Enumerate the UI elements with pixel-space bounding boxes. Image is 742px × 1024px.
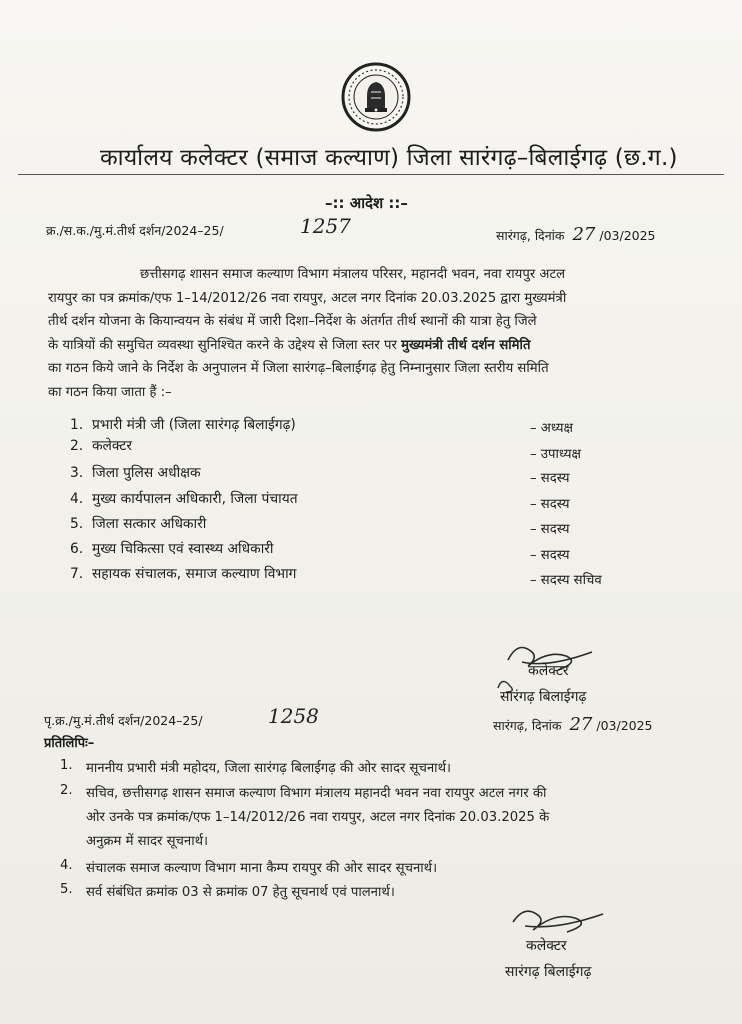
copy-item-number: 2. bbox=[60, 783, 73, 798]
paragraph-line: का गठन किये जाने के निर्देश के अनुपालन में जिला सारंगढ़–बिलाईगढ़ हेतु निम्नानुसार जिला स्तरीय समिति bbox=[48, 361, 549, 376]
signature-2-designation: कलेक्टर bbox=[526, 938, 567, 954]
member-name: सहायक संचालक, समाज कल्याण विभाग bbox=[91, 566, 297, 582]
date-day-handwritten: 27 bbox=[572, 224, 596, 245]
item-number: 1. bbox=[70, 417, 84, 433]
paragraph-line: छत्तीसगढ़ शासन समाज कल्याण विभाग मंत्रालय परिसर, महानदी भवन, नवा रायपुर अटल bbox=[140, 267, 566, 282]
committee-role-7: – सदस्य सचिव bbox=[530, 573, 602, 588]
committee-item-7 bbox=[70, 564, 296, 583]
copy-item-number: 5. bbox=[60, 882, 73, 897]
order-heading: –:: आदेश ::– bbox=[325, 194, 408, 212]
office-title: कार्यालय कलेक्टर (समाज कल्याण) जिला सारंगढ़–बिलाईगढ़ (छ.ग.) bbox=[100, 145, 678, 171]
committee-role-2: – उपाध्यक्ष bbox=[530, 447, 581, 462]
date-rest: /03/2025 bbox=[599, 228, 656, 243]
committee-item-3 bbox=[70, 463, 201, 482]
committee-item-4 bbox=[70, 489, 298, 508]
copy-item-number: 4. bbox=[60, 858, 73, 873]
reference-2-handwritten-number: 1258 bbox=[268, 704, 319, 728]
copy-item-line: ओर उनके पत्र क्रमांक/एफ 1–14/2012/26 नवा रायपुर, अटल नगर दिनांक 20.03.2025 के bbox=[86, 810, 550, 825]
committee-role-4: – सदस्य bbox=[530, 497, 570, 512]
state-emblem-icon bbox=[341, 62, 411, 132]
committee-role-6: – सदस्य bbox=[530, 548, 570, 563]
paragraph-line: रायपुर का पत्र क्रमांक/एफ 1–14/2012/26 नवा रायपुर, अटल नगर दिनांक 20.03.2025 द्वारा मुख्यमंत्री bbox=[48, 290, 567, 306]
member-name: जिला पुलिस अधीक्षक bbox=[91, 465, 201, 481]
reference-1-handwritten-number: 1257 bbox=[300, 214, 351, 238]
committee-item-2 bbox=[70, 436, 132, 455]
item-number: 4. bbox=[70, 491, 84, 507]
member-name: कलेक्टर bbox=[91, 438, 133, 454]
copy-to-heading: प्रतिलिपिः– bbox=[44, 736, 95, 751]
committee-role-1: – अध्यक्ष bbox=[530, 421, 573, 436]
signature-1-place: सारंगढ़ बिलाईगढ़ bbox=[500, 689, 587, 705]
date-rest: /03/2025 bbox=[596, 718, 653, 733]
date-day-handwritten: 27 bbox=[569, 714, 593, 735]
reference-2-prefix: पृ.क्र./मु.मं.तीर्थ दर्शन/2024–25/ bbox=[44, 713, 203, 728]
signature-1-designation: कलेक्टर bbox=[528, 663, 569, 679]
order-paragraph bbox=[48, 263, 710, 404]
copy-item-line: सर्व संबंधित क्रमांक 03 से क्रमांक 07 हेतु सूचनार्थ एवं पालनार्थ। bbox=[86, 885, 395, 900]
copy-item-line: अनुक्रम में सादर सूचनार्थ। bbox=[86, 834, 209, 849]
committee-item-6 bbox=[70, 539, 273, 558]
copy-item-number: 1. bbox=[60, 758, 73, 773]
copy-item-line: संचालक समाज कल्याण विभाग माना कैम्प रायपुर की ओर सादर सूचनार्थ। bbox=[86, 861, 438, 876]
item-number: 7. bbox=[70, 566, 84, 582]
reference-1-date bbox=[496, 224, 656, 245]
committee-item-5 bbox=[70, 514, 206, 533]
item-number: 2. bbox=[70, 438, 84, 454]
item-number: 3. bbox=[70, 465, 84, 481]
committee-role-3: – सदस्य bbox=[530, 471, 570, 486]
paragraph-line bbox=[48, 334, 710, 358]
date-prefix: सारंगढ़, दिनांक bbox=[496, 228, 565, 243]
committee-item-1 bbox=[70, 415, 296, 434]
paragraph-text: के यात्रियों की समुचित व्यवस्था सुनिश्चित करने के उद्देश्य से जिला स्तर पर bbox=[48, 337, 402, 353]
title-divider bbox=[18, 174, 724, 175]
copy-item-line: सचिव, छत्तीसगढ़ शासन समाज कल्याण विभाग मंत्रालय महानदी भवन नवा रायपुर अटल नगर की bbox=[86, 786, 547, 801]
scheme-committee-name: मुख्यमंत्री तीर्थ दर्शन समिति bbox=[401, 337, 531, 353]
signature-2-place: सारंगढ़ बिलाईगढ़ bbox=[505, 964, 592, 980]
item-number: 5. bbox=[70, 516, 84, 532]
copy-item-line: माननीय प्रभारी मंत्री महोदय, जिला सारंगढ़ बिलाईगढ़ की ओर सादर सूचनार्थ। bbox=[86, 761, 452, 776]
reference-1-prefix: क्र./स.क./मु.मं.तीर्थ दर्शन/2024–25/ bbox=[46, 223, 224, 238]
member-name: मुख्य चिकित्सा एवं स्वास्थ्य अधिकारी bbox=[91, 541, 274, 557]
date-prefix: सारंगढ़, दिनांक bbox=[493, 718, 562, 733]
reference-2-date bbox=[493, 714, 653, 735]
member-name: प्रभारी मंत्री जी (जिला सारंगढ़ बिलाईगढ़) bbox=[91, 417, 296, 433]
member-name: मुख्य कार्यपालन अधिकारी, जिला पंचायत bbox=[91, 491, 298, 507]
item-number: 6. bbox=[70, 541, 84, 557]
paragraph-line: तीर्थ दर्शन योजना के कियान्वयन के संबंध में जारी दिशा–निर्देश के अंतर्गत तीर्थ स्थानों की यात्रा हेतु जिले bbox=[48, 314, 537, 329]
paragraph-line: का गठन किया जाता हैं :– bbox=[48, 384, 172, 400]
committee-role-5: – सदस्य bbox=[530, 522, 570, 537]
member-name: जिला सत्कार अधिकारी bbox=[91, 516, 207, 532]
